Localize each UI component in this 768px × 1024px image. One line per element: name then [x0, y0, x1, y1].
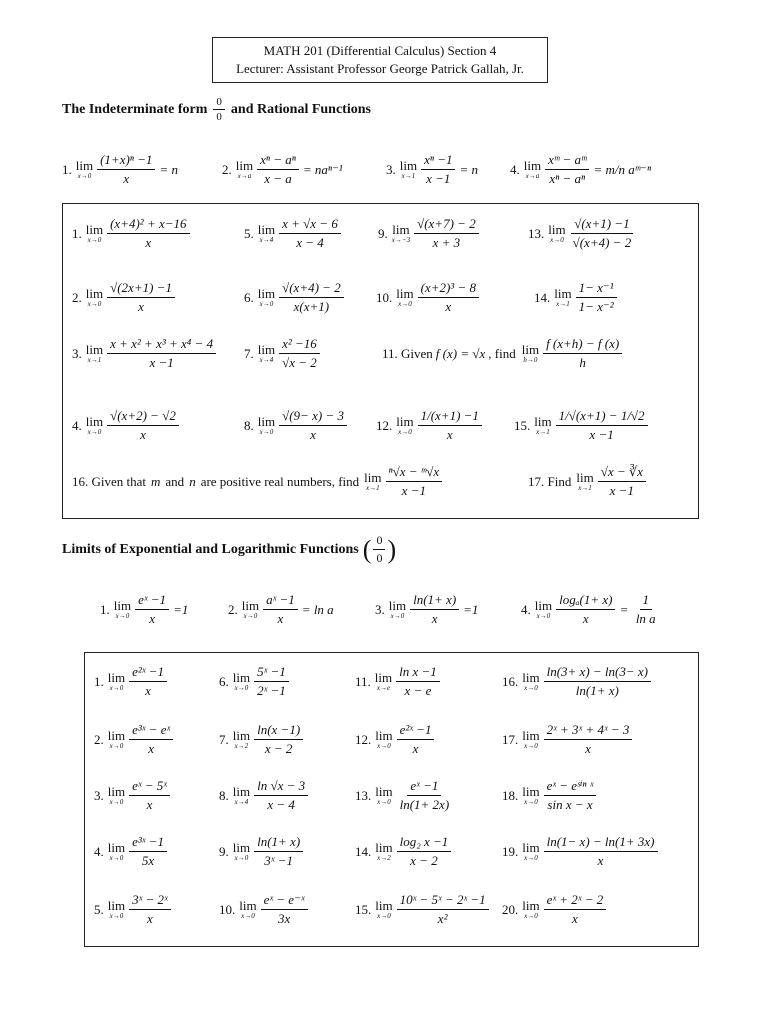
exp-problem-20: 20. lim x→0 $\frac{\text{eˣ + 2ˣ − 2}}{x}$ [502, 892, 608, 927]
course-header [212, 37, 548, 83]
problem-15: 15. lim x→1 $\frac{1/√(x+1) - 1/√2}{x -1}$ [514, 408, 650, 443]
section2-heading [62, 533, 396, 566]
exp-problem-8: 8. lim x→4 $\frac{\ln √x - 3}{x - 4}$ [219, 778, 310, 813]
exp-problem-2: 2. lim x→0 $\frac{\text{e³ˣ − eˣ}}{x}$ [94, 722, 175, 757]
lecturer-line: Lecturer: Assistant Professor George Patrick Gallah, Jr. [236, 61, 524, 76]
exp-formula-3: 3. lim x→0 $\frac{\ln(1+ x)}{x}$ =1 [375, 592, 479, 626]
formula-3: 3. lim x→1 $\frac{\text{xⁿ −1}}{x -1}$ = n [386, 152, 479, 186]
problem-2: 2. lim x→0 $\frac{√(2x+1) -1}{x}$ [72, 280, 177, 315]
problem-10: 10. lim x→0 $\frac{\text{(x+2)³ − 8}}{x}$ [376, 280, 481, 315]
exp-problem-17: 17. lim x→0 $\frac{\text{2ˣ + 3ˣ + 4ˣ − 3}}{x}$ [502, 722, 634, 757]
section2-title: Limits of Exponential and Logarithmic Functions [62, 541, 359, 557]
zero-over-zero-paren: ( $\frac{0}{0}$ ) [362, 533, 397, 565]
exp-problem-18: 18. lim x→0 $\frac{\text{eˣ − eˢⁱⁿ ˣ}}{\text{sin x − x}}$ [502, 778, 598, 813]
exp-problem-11: 11. lim x→e $\frac{\text{ln x −1}}{x - e}$ [355, 664, 442, 699]
section1-title-pre: The Indeterminate form [62, 101, 208, 117]
problem-4: 4. lim x→0 $\frac{√(x+2) - √2}{x}$ [72, 408, 181, 443]
problem-16: 16. Given that m and n are positive real numbers, find lim x→1 $\frac{\text{ⁿ√x − ᵐ√x}}{x -1}$ [72, 464, 444, 499]
exp-problem-12: 12. lim x→0 $\frac{\text{e²ˣ −1}}{x}$ [355, 722, 436, 757]
problem-14: 14. lim x→1 $\frac{\text{1− x⁻¹}}{\text{1− x⁻²}}$ [534, 280, 619, 315]
problem-12: 12. lim x→0 $\frac{1/(x+1) -1}{x}$ [376, 408, 484, 443]
exp-problem-16: 16. lim x→0 $\frac{\ln(3+ x) - \ln(3- x)}{\ln(1+ x)}$ [502, 664, 653, 699]
exp-problem-10: 10. lim x→0 $\frac{\text{eˣ − e⁻ˣ}}{3x}$ [219, 892, 310, 927]
exp-formula-4: 4. lim x→0 $\frac{\text{logₐ(1+ x)}}{x}$ = $\frac{1}{\text{ln a}}$ [521, 592, 656, 626]
exp-problem-14: 14. lim x→2 $\frac{\text{log₂ x −1}}{x - 2}$ [355, 834, 453, 869]
section1-heading [62, 96, 371, 123]
formula-4: 4. lim x→a $\frac{\text{xᵐ − aᵐ}}{\text{xⁿ − aⁿ}}$ = m/n aᵐ⁻ⁿ [510, 152, 652, 186]
exp-problem-9: 9. lim x→0 $\frac{\ln(1+ x)}{\text{3ˣ −1}}$ [219, 834, 305, 869]
problem-7: 7. lim x→4 $\frac{\text{x² −16}}{√x - 2}$ [244, 336, 322, 371]
problem-8: 8. lim x→0 $\frac{√(9- x) - 3}{x}$ [244, 408, 349, 443]
exp-formula-2: 2. lim x→0 $\frac{\text{aˣ −1}}{x}$ = ln a [228, 592, 334, 626]
exp-problem-4: 4. lim x→0 $\frac{\text{e³ˣ −1}}{5x}$ [94, 834, 169, 869]
exp-problem-3: 3. lim x→0 $\frac{\text{eˣ − 5ˣ}}{x}$ [94, 778, 172, 813]
exp-problem-6: 6. lim x→0 $\frac{\text{5ˣ −1}}{\text{2ˣ −1}}$ [219, 664, 291, 699]
exp-problem-7: 7. lim x→2 $\frac{\ln(x -1)}{x - 2}$ [219, 722, 305, 757]
problem-13: 13. lim x→0 $\frac{√(x+1) -1}{√(x+4) - 2}$ [528, 216, 632, 250]
section1-title-post: and Rational Functions [230, 101, 371, 117]
problem-5: 5. lim x→4 $\frac{x + √x - 6}{x - 4}$ [244, 216, 343, 251]
problem-1: 1. lim x→0 $\frac{\text{(x+4)² + x−16}}{x}$ [72, 216, 192, 251]
exp-problem-19: 19. lim x→0 $\frac{\ln(1- x) - \ln(1+ 3x)}{x}$ [502, 834, 660, 869]
formula-2: 2. lim x→a $\frac{\text{xⁿ − aⁿ}}{x - a}$ = naⁿ⁻¹ [222, 152, 343, 186]
zero-over-zero: $\frac{0}{0}$ [213, 96, 225, 123]
problem-17: 17. Find lim x→1 $\frac{√x - ∛x}{x -1}$ [528, 464, 648, 499]
exp-problem-5: 5. lim x→0 $\frac{\text{3ˣ − 2ˣ}}{x}$ [94, 892, 173, 927]
exp-problem-15: 15. lim x→0 $\frac{\text{10ˣ − 5ˣ − 2ˣ −1}}{\text{x²}}$ [355, 892, 491, 927]
formula-1: 1. lim x→0 $\frac{\text{(1+x)ⁿ −1}}{x}$ = n [62, 152, 178, 186]
problem-11: 11. Given f (x) = √x , find lim h→0 $\frac{f (x+h) - f (x)}{h}$ [382, 336, 624, 371]
exp-problem-1: 1. lim x→0 $\frac{\text{e²ˣ −1}}{x}$ [94, 664, 169, 699]
course-title: MATH 201 (Differential Calculus) Section 4 [263, 43, 497, 58]
problem-9: 9. lim x→−3 $\frac{√(x+7) - 2}{x + 3}$ [378, 216, 481, 251]
exp-formula-1: 1. lim x→0 $\frac{\text{eˣ −1}}{x}$ =1 [100, 592, 189, 626]
problem-6: 6. lim x→0 $\frac{√(x+4) - 2}{x(x+1)}$ [244, 280, 346, 315]
exp-problem-13: 13. lim x→0 $\frac{\text{eˣ −1}}{\ln(1+ 2x)}$ [355, 778, 450, 812]
problem-3: 3. lim x→1 $\frac{\text{x + x² + x³ + x⁴ − 4}}{x -1}$ [72, 336, 218, 371]
